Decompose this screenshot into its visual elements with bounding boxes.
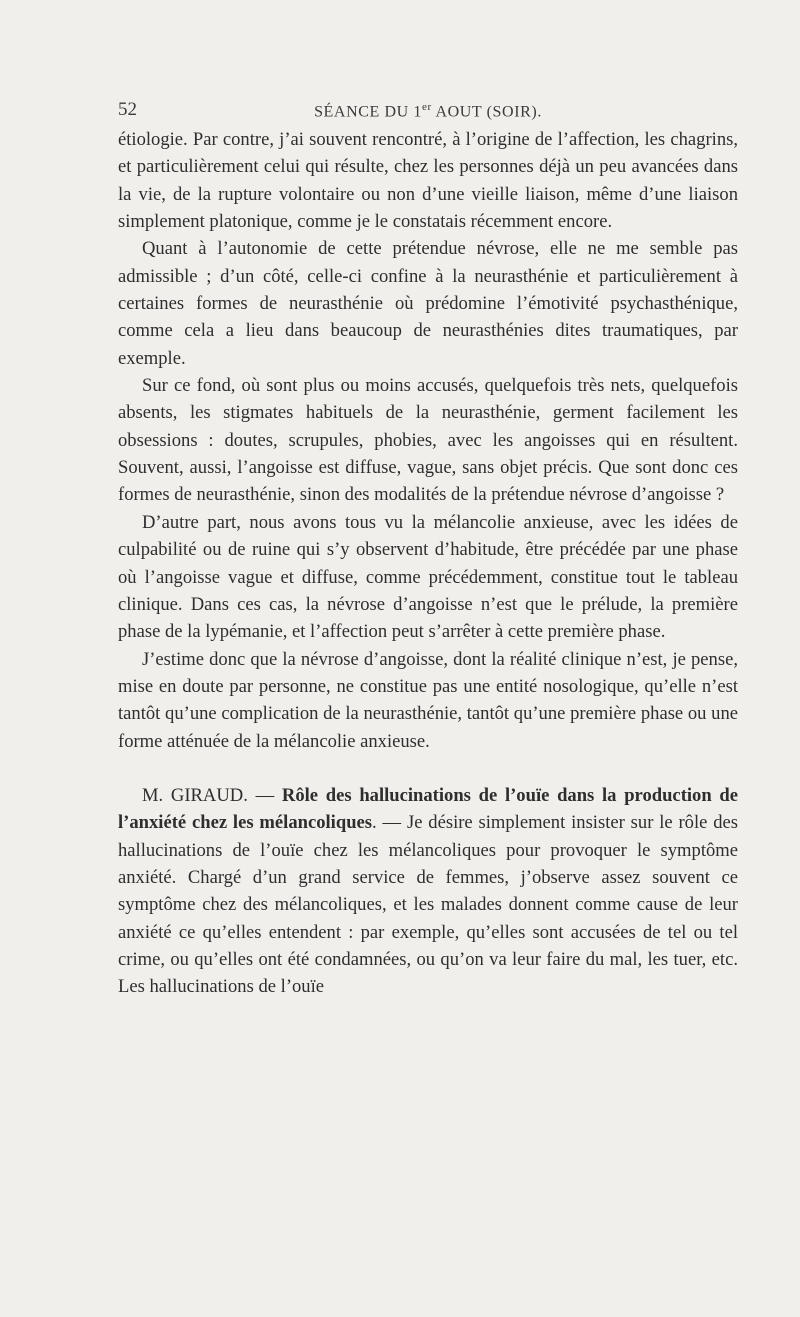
- page-number: 52: [118, 99, 137, 120]
- running-head: [118, 101, 738, 121]
- paragraph-4: D’autre part, nous avons tous vu la mélancolie anxieuse, avec les idées de culpabilité ou de ruine qui s’y observent d’habitude, être précédée par une phase où l’angoisse vague et diffuse, comme précédemment, constitue tout le tableau clinique. Dans ces cas, la névrose d’angoisse n’est que le prélude, la première phase de la lypémanie, et l’affection peut s’arrêter à cette première phase.: [118, 511, 738, 643]
- section-text: — Je désire simplement insister sur le rôle des hallucinations de l’ouïe chez les mélancoliques pour provoquer le symptôme anxiété. Chargé d’un grand service de femmes, j’observe assez souvent ce symptôme chez des mélancoliques, et les malades donnent comme cause de leur anxiété ce qu’elles entendent : par exemple, qu’elles sont accusées de tel ou tel crime, ou qu’elles ont été condamnées, ou qu’on va leur faire du mal, les tuer, etc. Les hallucinations de l’ouïe: [118, 812, 739, 998]
- paragraph-2: Quant à l’autonomie de cette prétendue névrose, elle ne me semble pas admissible ; d’un côté, celle-ci confine à la neurasthénie et particulièrement à certaines formes de neurasthénie où prédomine l’émotivité psychasthénique, comme cela a lieu dans beaucoup de neurasthénies dites traumatiques, par exemple.: [118, 238, 738, 369]
- paragraph-1: étiologie. Par contre, j’ai souvent rencontré, à l’origine de l’affection, les chagrins, et particulièrement celui qui résulte, chez les personnes déjà un peu avancées dans la vie, de la rupture volontaire ou non d’une vieille liaison, même d’une liaison simplement platonique, comme je le constatais récemment encore.: [118, 129, 738, 233]
- running-head-post: AOUT (SOIR).: [431, 103, 542, 121]
- paragraph-5: J’estime donc que la névrose d’angoisse, dont la réalité clinique n’est, je pense, mise en doute par personne, ne constitue pas une entité nosologique, qu’elle n’est tantôt qu’une complication de la neurasthénie, tantôt qu’une première phase ou une forme atténuée de la mélancolie anxieuse.: [118, 648, 738, 752]
- running-head-sup: er: [422, 101, 432, 113]
- section-gap: [118, 755, 738, 782]
- page-header: [118, 99, 738, 125]
- speaker-dash: —: [247, 784, 282, 806]
- section-title: Rôle des hallucinations de l’ouïe dans la production de l’anxiété chez les mélancoliques: [118, 784, 738, 834]
- running-head-pre: SÉANCE DU 1: [314, 103, 422, 121]
- page-body: [118, 126, 738, 1001]
- speaker-name: M. GIRAUD.: [142, 784, 248, 806]
- paragraph-3: Sur ce fond, où sont plus ou moins accusés, quelquefois très nets, quelquefois absents, les stigmates habituels de la neurasthénie, germent facilement les obsessions : doutes, scrupules, phobies, avec les angoisses qui en résultent. Souvent, aussi, l’angoisse est diffuse, vague, sans objet précis. Que sont donc ces formes de neurasthénie, sinon des modalités de la prétendue névrose d’angoisse ?: [118, 375, 738, 506]
- section-paragraph: [118, 782, 738, 1001]
- section-title-end: .: [372, 812, 377, 834]
